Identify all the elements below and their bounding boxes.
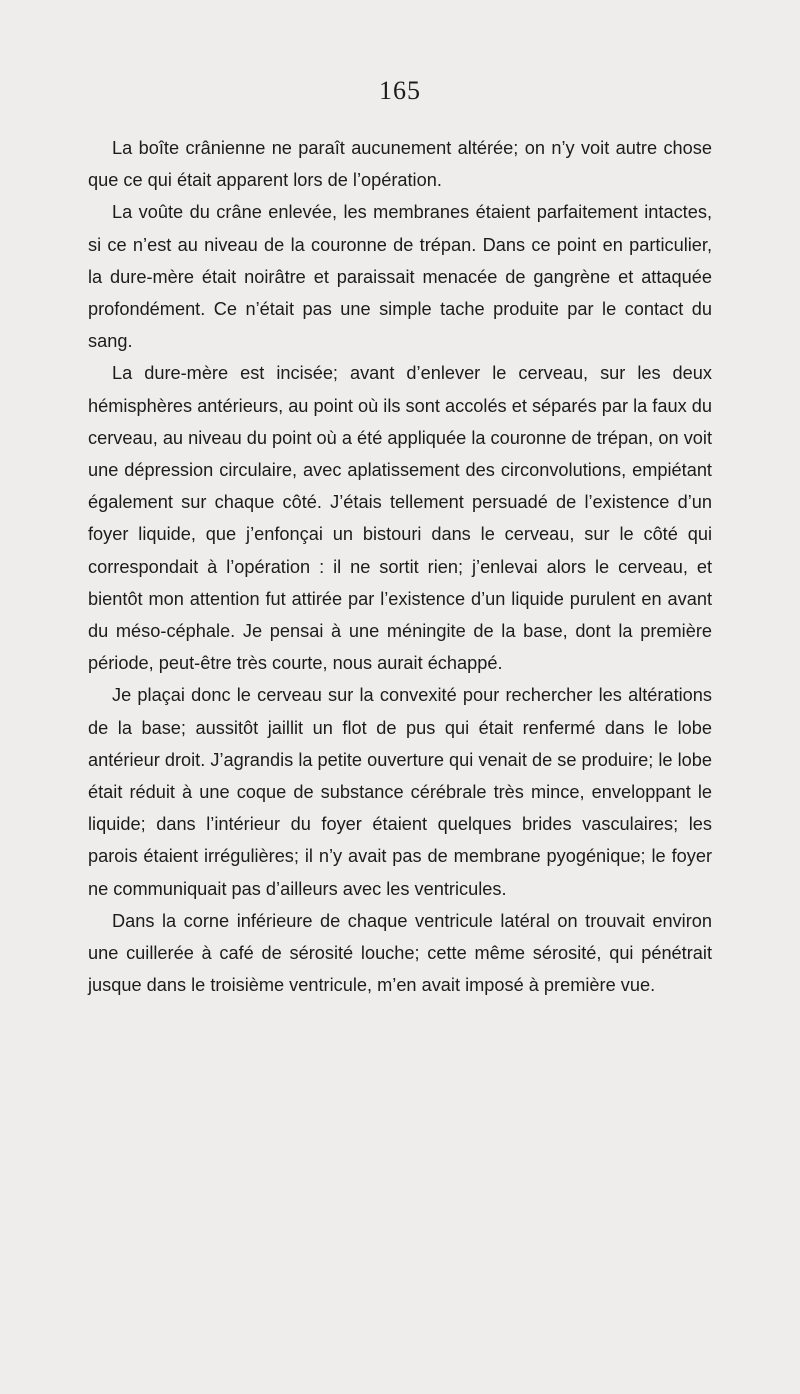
paragraph-3: La dure-mère est incisée; avant d’enlever le cerveau, sur les deux hémisphères antérieurs, au point où ils sont accolés et séparés par la faux du cerveau, au niveau du point où a été appliquée la couronne de trépan, on voit une dépression circulaire, avec aplatissement des circonvolutions, empiétant également sur chaque côté. J’étais tellement persuadé de l’existence d’un foyer liquide, que j’enfonçai un bistouri dans le cerveau, sur le côté qui correspondait à l’opération : il ne sortit rien; j’enlevai alors le cerveau, et bientôt mon attention fut attirée par l’existence d’un liquide purulent en avant du méso-céphale. Je pensai à une méningite de la base, dont la première période, peut-être très courte, nous aurait échappé. <box>88 363 712 674</box>
paragraph-2: La voûte du crâne enlevée, les membranes étaient parfaitement intactes, si ce n’est au niveau de la couronne de trépan. Dans ce point en particulier, la dure-mère était noirâtre et paraissait menacée de gangrène et attaquée profondément. Ce n’était pas une simple tache produite par le contact du sang. <box>88 202 712 352</box>
page-number: 165 <box>379 76 421 105</box>
paragraph-1: La boîte crânienne ne paraît aucunement altérée; on n’y voit autre chose que ce qui était apparent lors de l’opération. <box>88 138 712 191</box>
paragraph-4: Je plaçai donc le cerveau sur la convexité pour rechercher les altérations de la base; aussitôt jaillit un flot de pus qui était renfermé dans le lobe antérieur droit. J’agrandis la petite ouverture qui venait de se produire; le lobe était réduit à une coque de substance cérébrale très mince, enveloppant le liquide; dans l’intérieur du foyer étaient quelques brides vasculaires; les parois étaient irrégulières; il n’y avait pas de membrane pyogénique; le foyer ne communiquait pas d’ailleurs avec les ventricules. <box>88 685 712 899</box>
body-text <box>88 132 712 1001</box>
paragraph-5: Dans la corne inférieure de chaque ventricule latéral on trouvait environ une cuillerée à café de sérosité louche; cette même sérosité, qui pénétrait jusque dans le troisième ventricule, m’en avait imposé à première vue. <box>88 910 712 996</box>
